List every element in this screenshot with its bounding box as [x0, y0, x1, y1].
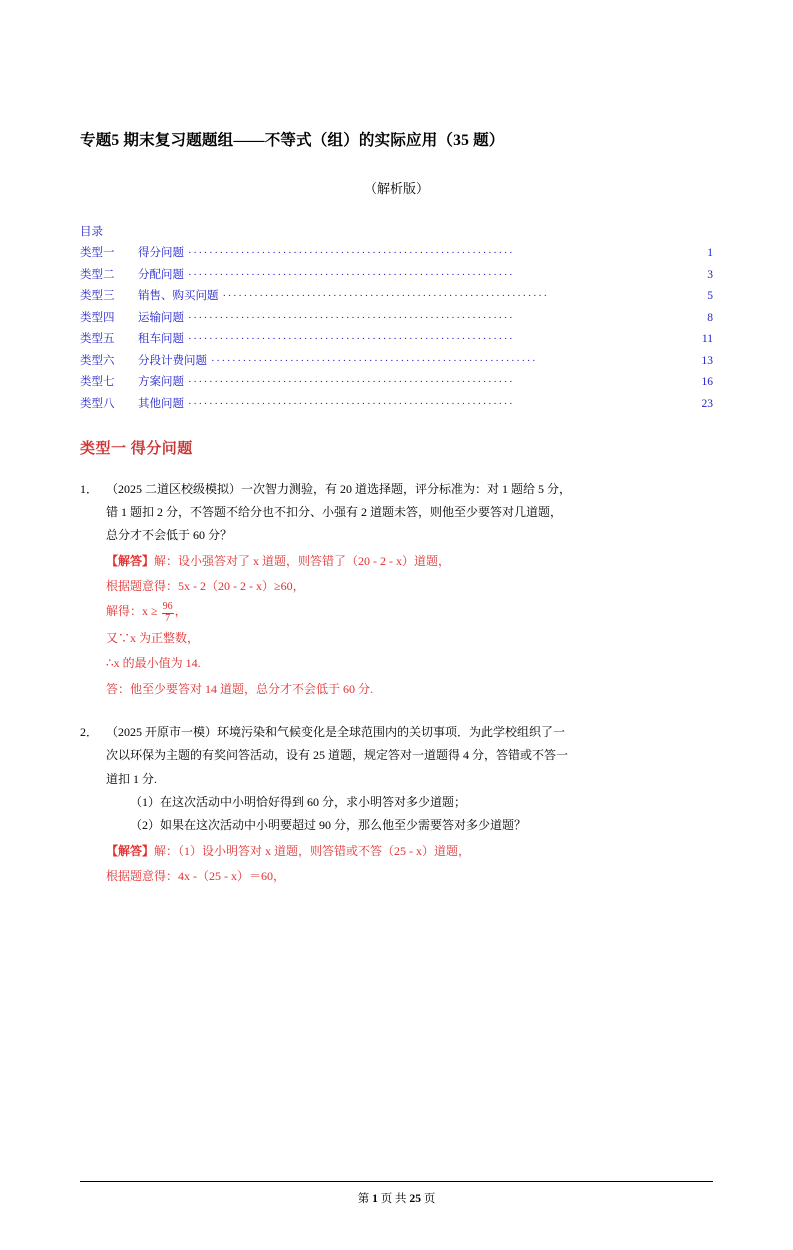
toc-entry-type: 类型五 [80, 333, 115, 345]
toc-entry[interactable] [80, 287, 713, 303]
toc-leader-dots: ······························································ [188, 248, 515, 259]
toc-leader-dots: ······························································ [188, 398, 515, 410]
question-number: 2． [80, 724, 99, 739]
toc-leader-dots: ······························································ [188, 334, 515, 345]
toc-entry-type: 类型二 [80, 268, 115, 281]
question-text-line: 错 1 题扣 2 分，不答题不给分也不扣分、小强有 2 道题未答，则他至少要答对几道题， [106, 504, 563, 519]
question-text-line: （2025 二道区校级模拟）一次智力测验，有 20 道选择题，评分标准为：对 1 题给 5 分， [106, 481, 572, 496]
answer-text: 答：他至少要答对 14 道题，总分才不会低于 60 分. [106, 681, 374, 696]
toc-entry-page: 3 [707, 268, 713, 281]
question-subitem: （1）在这次活动中小明恰好得到 60 分，求小明答对多少道题； [130, 795, 467, 810]
question-2 [80, 721, 713, 889]
answer-tag: 【解答】 [106, 843, 155, 858]
toc-entry-type: 类型六 [80, 354, 115, 367]
toc-entry-label: 销售、购买问题 [138, 290, 219, 302]
document-page [0, 128, 793, 1250]
toc-entry[interactable] [80, 266, 713, 282]
footer-divider [80, 1181, 713, 1182]
answer-text: 解：（1）设小明答对 x 道题，则答错或不答（25 - x）道题， [154, 843, 471, 858]
answer-tag: 【解答】 [106, 553, 155, 568]
answer-line [106, 627, 713, 650]
toc-entry[interactable] [80, 330, 713, 346]
toc-entry-type: 类型八 [80, 397, 115, 410]
toc-entry-label: 租车问题 [138, 333, 184, 345]
question-text-line: （2025 开原市一模）环境污染和气候变化是全球范围内的关切事项．为此学校组织了一 [106, 724, 566, 739]
section-heading: 类型一 得分问题 [80, 440, 193, 457]
toc-entry-label: 其他问题 [138, 397, 184, 410]
toc-heading: 目录 [80, 226, 103, 238]
toc-entry-label: 分配问题 [138, 268, 184, 281]
toc-entry-type: 类型四 [80, 311, 115, 324]
answer-text: 根据题意得：4x -（25 - x）＝60， [106, 869, 285, 884]
footer-suffix: 页 [423, 1193, 436, 1205]
question-text-line: 道扣 1 分. [106, 771, 158, 786]
question-text-line: 次以环保为主题的有奖问答活动，设有 25 道题，规定答对一道题得 4 分，答错或不答一 [106, 748, 569, 763]
answer-text: 又∵x 为正整数， [106, 630, 200, 645]
page-footer [0, 1190, 793, 1206]
question-1 [80, 478, 713, 701]
toc-leader-dots: ······························································ [188, 312, 515, 324]
toc-entry-page: 13 [701, 354, 713, 367]
answer-text-prefix: 解得：x ≥ [106, 604, 161, 619]
question-subitem: （2）如果在这次活动中小明要超过 90 分，那么他至少需要答对多少道题？ [130, 818, 527, 833]
toc-entry[interactable] [80, 309, 713, 325]
answer-line-fraction [106, 600, 713, 624]
toc-entry-page: 16 [701, 376, 713, 388]
question-number: 1． [80, 481, 99, 496]
fraction-numerator: 96 [162, 601, 173, 613]
toc-entry-page: 11 [701, 333, 713, 345]
toc-entry-page: 5 [707, 290, 713, 302]
answer-line [106, 865, 713, 888]
answer-text: ∴x 的最小值为 14. [106, 656, 201, 671]
toc-entry[interactable] [80, 352, 713, 368]
toc-leader-dots: ······························································ [188, 269, 515, 281]
toc-entry-label: 运输问题 [138, 311, 184, 324]
fraction [162, 602, 174, 625]
page-title: 专题5 期末复习题题组——不等式（组）的实际应用（35 题） [80, 132, 505, 149]
toc-entry-label: 方案问题 [138, 376, 184, 388]
toc-entry-type: 类型三 [80, 290, 115, 302]
toc-entry-page: 8 [707, 311, 713, 324]
toc-entry[interactable] [80, 395, 713, 411]
footer-prefix: 第 [357, 1193, 370, 1205]
toc-leader-dots: ······························································ [188, 377, 515, 388]
toc-entry[interactable] [80, 373, 713, 389]
answer-line [106, 575, 713, 598]
footer-middle: 页 共 [380, 1193, 407, 1205]
fraction-denominator: 7 [165, 612, 171, 624]
answer-text: 解：设小强答对了 x 道题，则答错了（20 - 2 - x）道题， [154, 553, 451, 568]
answer-line [106, 840, 713, 863]
toc-entry-label: 分段计费问题 [138, 354, 207, 367]
toc-leader-dots: ······························································ [211, 355, 538, 367]
answer-line [106, 652, 713, 675]
toc-entry-label: 得分问题 [138, 247, 184, 259]
footer-page-number: 1 [372, 1193, 378, 1205]
toc-entry-page: 23 [701, 397, 713, 410]
answer-text-suffix: ， [174, 604, 187, 619]
answer-line [106, 678, 713, 701]
answer-text: 根据题意得：5x - 2（20 - 2 - x）≥60， [106, 579, 305, 594]
toc-leader-dots: ······························································ [222, 291, 549, 302]
toc-entry-page: 1 [707, 247, 713, 259]
table-of-contents [80, 223, 713, 411]
answer-line [106, 550, 713, 573]
document-subtitle: （解析版） [363, 181, 429, 196]
toc-entry-type: 类型一 [80, 247, 115, 259]
question-text-line: 总分才不会低于 60 分？ [106, 528, 233, 543]
toc-entry-type: 类型七 [80, 376, 115, 388]
footer-total-pages: 25 [409, 1193, 421, 1205]
toc-entry[interactable] [80, 244, 713, 260]
